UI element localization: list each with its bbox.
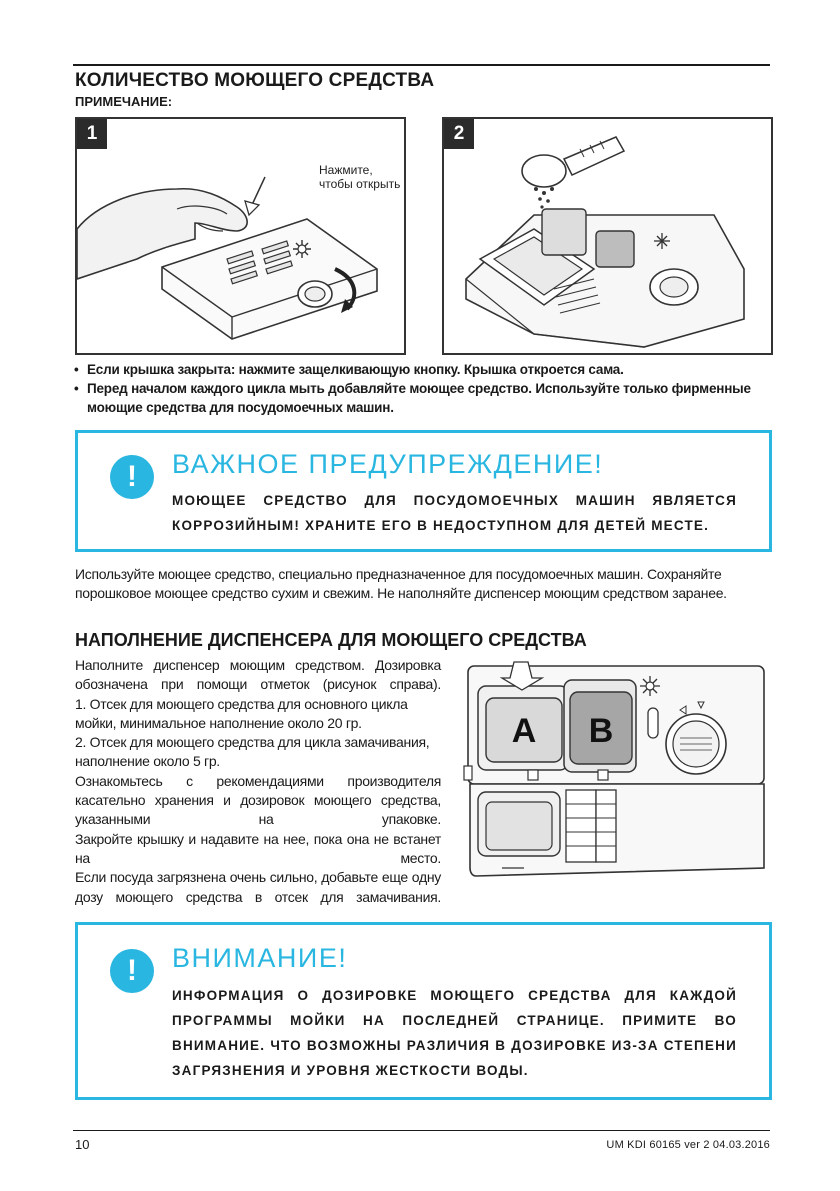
instruction-line: Ознакомьтесь с рекомендациями производителя касательно хранения и дозировок моющего средства, указанными на упаковке. [75,772,441,828]
instruction-line: Наполните диспенсер моющим средством. Дозировка обозначена при помощи отметок (рисунок справа). [75,657,441,693]
attention-box [75,922,772,1100]
bullet-item-1: • Если крышка закрыта: нажмите защелкивающую кнопку. Крышка откроется сама. [72,360,772,379]
bullet-list [72,360,772,417]
exclamation-icon: ! [110,455,154,499]
note-label: ПРИМЕЧАНИЕ: [75,94,173,109]
figure-2-number: 2 [444,119,474,149]
top-rule [73,64,770,66]
figure-1 [75,117,406,355]
document-id: UM KDI 60165 ver 2 04.03.2016 [606,1139,770,1151]
exclamation-icon: ! [110,949,154,993]
figure-1-number: 1 [77,119,107,149]
instruction-line: Если посуда загрязнена очень сильно, добавьте еще одну дозу моющего средства в отсек для замачивания. [75,869,441,905]
instruction-line: 1. Отсек для моющего средства для основного цикла мойки, минимальное наполнение около 20 гр. [75,695,408,731]
page-number: 10 [75,1137,90,1152]
detergent-paragraph: Используйте моющее средство, специально предназначенное для посудомоечных машин. Сохраняйте порошковое моющее средство сухим и свежим. Не наполняйте диспенсер моющим средством заранее. [75,566,727,601]
bullet-item-2: • Перед началом каждого цикла мыть добавляйте моющее средство. Используйте только фирменные моющие средства для посудомоечных машин. [72,379,772,417]
bottom-rule [73,1130,770,1131]
instruction-line: Закройте крышку и надавите на нее, пока она не встанет на место. [75,830,441,866]
press-to-open-callout: Нажмите, чтобы открыть [319,163,401,191]
compartment-b-label: B [588,712,614,750]
figure-2 [442,117,773,355]
page-heading: КОЛИЧЕСТВО МОЮЩЕГО СРЕДСТВА [75,70,435,91]
compartment-a-label: A [511,712,537,750]
warning-title: ВАЖНОЕ ПРЕДУПРЕЖДЕНИЕ! [172,449,604,479]
figure-2-illustration [444,119,771,353]
attention-text: ИНФОРМАЦИЯ О ДОЗИРОВКЕ МОЮЩЕГО СРЕДСТВА ДЛЯ КАЖДОЙ ПРОГРАММЫ МОЙКИ НА ПОСЛЕДНЕЙ СТРАНИЦЕ. ПРИМИТЕ ВО ВНИМАНИЕ. ЧТО ВОЗМОЖНЫ РАЗЛИЧИЯ В ДОЗИРОВКЕ ИЗ-ЗА СТЕПЕНИ ЗАГРЯЗНЕНИЯ И УРОВНЯ ЖЕСТКОСТИ ВОДЫ. [172,988,737,1078]
warning-text: МОЮЩЕЕ СРЕДСТВО ДЛЯ ПОСУДОМОЕЧНЫХ МАШИН ЯВЛЯЕТСЯ КОРРОЗИЙНЫМ! ХРАНИТЕ ЕГО В НЕДОСТУПНОМ ДЛЯ ДЕТЕЙ МЕСТЕ. [172,493,737,533]
warning-box [75,430,772,552]
instruction-line: 2. Отсек для моющего средства для цикла замачивания, наполнение около 5 гр. [75,734,430,770]
attention-title: ВНИМАНИЕ! [172,943,348,973]
dispenser-diagram [462,658,772,888]
section-heading: НАПОЛНЕНИЕ ДИСПЕНСЕРА ДЛЯ МОЮЩЕГО СРЕДСТВА [75,630,587,650]
figure-1-illustration [77,119,404,353]
filling-instructions [75,656,441,907]
